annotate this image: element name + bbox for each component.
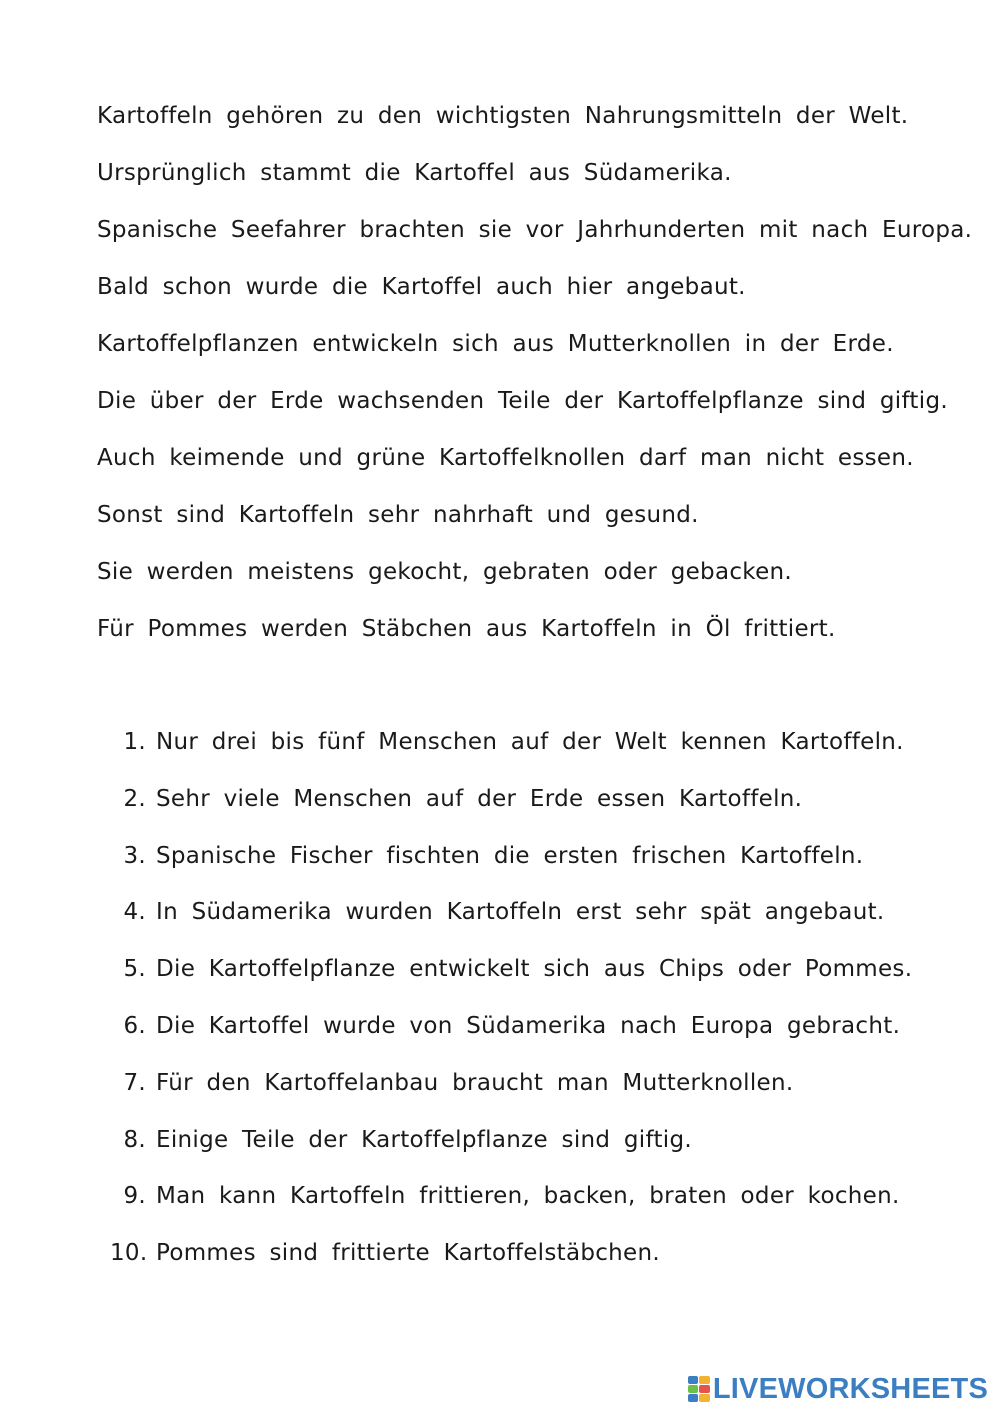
reading-line: Sonst sind Kartoffeln sehr nahrhaft und gesund. bbox=[97, 502, 699, 528]
statement-item[interactable] bbox=[110, 1063, 970, 1120]
reading-line: Bald schon wurde die Kartoffel auch hier angebaut. bbox=[97, 274, 746, 300]
statement-list bbox=[110, 722, 970, 1290]
statement-text: Die Kartoffelpflanze entwickelt sich aus Chips oder Pommes. bbox=[156, 956, 913, 983]
statement-number: 1. bbox=[123, 729, 146, 755]
statement-number: 3. bbox=[123, 842, 146, 869]
statement-text: Sehr viele Menschen auf der Erde essen Kartoffeln. bbox=[156, 785, 803, 812]
statement-text: Nur drei bis fünf Menschen auf der Welt kennen Kartoffeln. bbox=[156, 729, 904, 755]
statement-text: Für den Kartoffelanbau braucht man Mutterknollen. bbox=[156, 1069, 794, 1096]
statement-text: Die Kartoffel wurde von Südamerika nach Europa gebracht. bbox=[156, 1012, 901, 1039]
logo-square bbox=[699, 1385, 710, 1393]
statement-number: 9. bbox=[123, 1183, 146, 1210]
reading-line: Für Pommes werden Stäbchen aus Kartoffeln in Öl frittiert. bbox=[97, 616, 836, 642]
statement-item[interactable] bbox=[110, 892, 970, 949]
logo-square bbox=[699, 1394, 710, 1402]
statement-text: Pommes sind frittierte Kartoffelstäbchen. bbox=[156, 1240, 661, 1267]
statement-text: Man kann Kartoffeln frittieren, backen, braten oder kochen. bbox=[156, 1183, 900, 1210]
logo-square bbox=[688, 1376, 699, 1384]
statement-item[interactable] bbox=[110, 949, 970, 1006]
reading-line: Die über der Erde wachsenden Teile der Kartoffelpflanze sind giftig. bbox=[97, 388, 948, 414]
statement-item[interactable] bbox=[110, 1176, 970, 1233]
statement-number: 6. bbox=[123, 1012, 146, 1039]
reading-line: Kartoffelpflanzen entwickeln sich aus Mutterknollen in der Erde. bbox=[97, 331, 894, 357]
reading-line: Sie werden meistens gekocht, gebraten oder gebacken. bbox=[97, 559, 793, 585]
liveworksheets-brand[interactable] bbox=[688, 1371, 988, 1407]
reading-line: Kartoffeln gehören zu den wichtigsten Nahrungsmitteln der Welt. bbox=[97, 103, 909, 129]
statement-item[interactable] bbox=[110, 1233, 970, 1290]
statement-item[interactable] bbox=[110, 836, 970, 893]
liveworksheets-logo-icon bbox=[688, 1376, 710, 1402]
statement-number: 10. bbox=[110, 1240, 148, 1267]
statement-item[interactable] bbox=[110, 779, 970, 836]
statement-text: Einige Teile der Kartoffelpflanze sind giftig. bbox=[156, 1126, 693, 1153]
statement-number: 8. bbox=[123, 1126, 146, 1153]
logo-square bbox=[688, 1385, 699, 1393]
logo-square bbox=[699, 1376, 710, 1384]
statement-number: 5. bbox=[123, 956, 146, 983]
statement-item[interactable] bbox=[110, 1006, 970, 1063]
statement-item[interactable] bbox=[110, 722, 970, 779]
logo-square bbox=[688, 1394, 699, 1402]
statement-number: 2. bbox=[123, 785, 146, 812]
reading-line: Ursprünglich stammt die Kartoffel aus Südamerika. bbox=[97, 160, 732, 186]
statement-text: In Südamerika wurden Kartoffeln erst sehr spät angebaut. bbox=[156, 899, 885, 926]
statement-item[interactable] bbox=[110, 1120, 970, 1177]
reading-line: Auch keimende und grüne Kartoffelknollen darf man nicht essen. bbox=[97, 445, 914, 471]
statement-number: 7. bbox=[123, 1069, 146, 1096]
statement-number: 4. bbox=[123, 899, 146, 926]
reading-text bbox=[97, 96, 977, 666]
brand-name: LIVEWORKSHEETS bbox=[712, 1372, 988, 1405]
reading-line: Spanische Seefahrer brachten sie vor Jahrhunderten mit nach Europa. bbox=[97, 217, 973, 243]
statement-text: Spanische Fischer fischten die ersten frischen Kartoffeln. bbox=[156, 842, 864, 869]
